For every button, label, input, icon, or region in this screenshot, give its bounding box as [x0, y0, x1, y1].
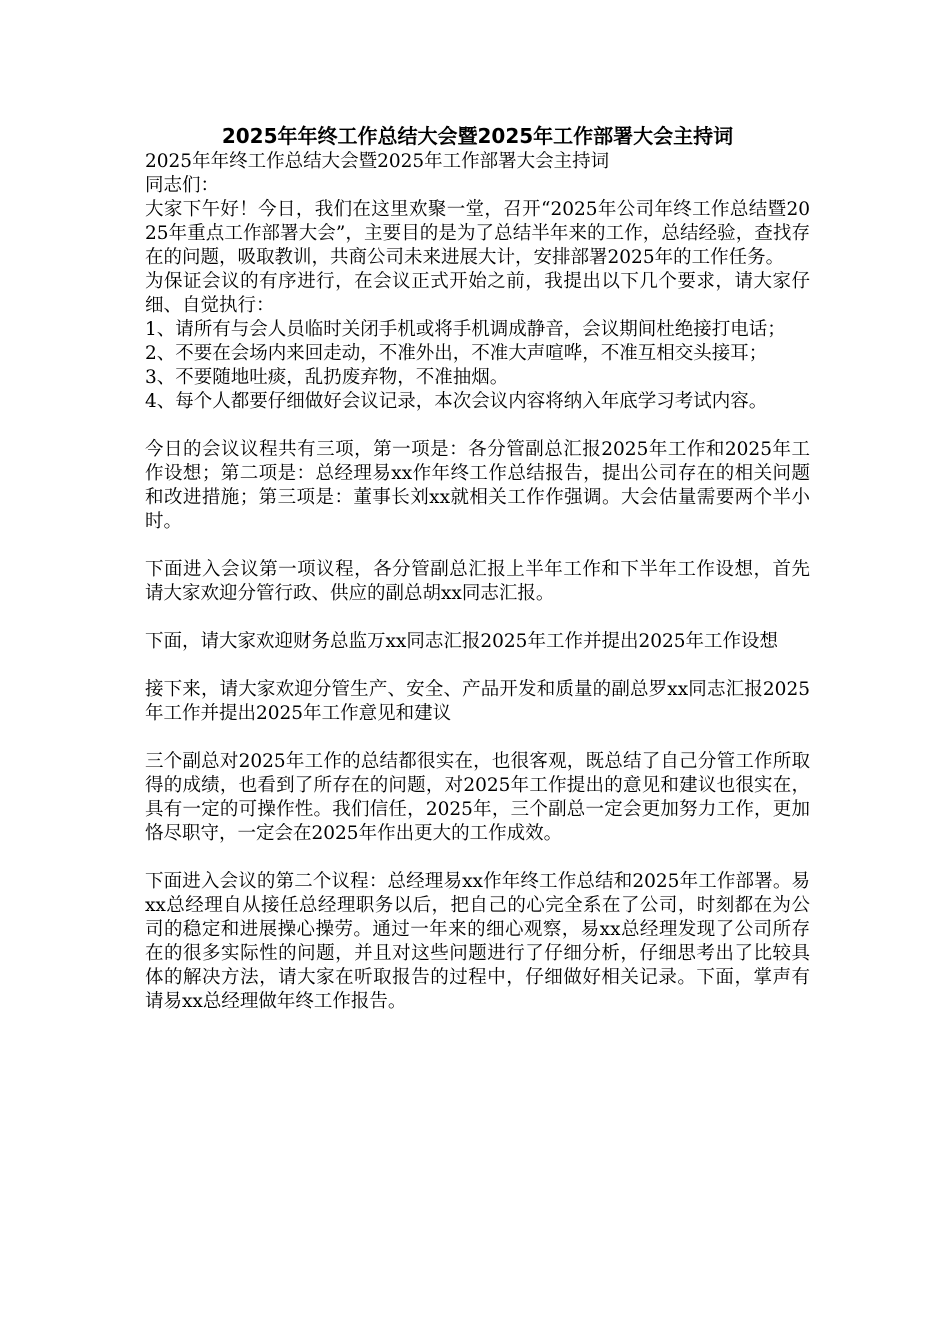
first-item-paragraph: 下面进入会议第一项议程，各分管副总汇报上半年工作和下半年工作设想，首先请大家欢迎分管行政、供应的副总胡xx同志汇报。	[145, 559, 810, 604]
paragraph-gap	[145, 654, 810, 678]
paragraph-gap	[145, 534, 810, 558]
summary-comment-paragraph: 三个副总对2025年工作的总结都很实在，也很客观，既总结了自己分管工作所取得的成绩，也看到了所存在的问题，对2025年工作提出的意见和建议也很实在，具有一定的可操作性。我们信任，2025年，三个副总一定会更加努力工作，更加恪尽职守，一定会在2025年作出更大的工作成效。	[145, 751, 810, 844]
requirement-item-3: 3、不要随地吐痰，乱扔废弃物，不准抽烟。	[145, 367, 509, 388]
requirements-intro-paragraph: 为保证会议的有序进行，在会议正式开始之前，我提出以下几个要求，请大家仔细、自觉执行：	[145, 271, 810, 316]
requirement-item-1: 1、请所有与会人员临时关闭手机或将手机调成静音，会议期间杜绝接打电话；	[145, 319, 786, 340]
requirement-item-4: 4、每个人都要仔细做好会议记录，本次会议内容将纳入年底学习考试内容。	[145, 391, 768, 412]
paragraph-gap	[145, 726, 810, 750]
document-page	[145, 122, 810, 1014]
finance-report-paragraph: 下面，请大家欢迎财务总监万xx同志汇报2025年工作并提出2025年工作设想	[145, 631, 779, 652]
requirement-item-2: 2、不要在会场内来回走动，不准外出，不准大声喧哗，不准互相交头接耳；	[145, 343, 768, 364]
second-item-paragraph: 下面进入会议的第二个议程：总经理易xx作年终工作总结和2025年工作部署。易xx总经理自从接任总经理职务以后，把自己的心完全系在了公司，时刻都在为公司的稳定和进展操心操劳。通过一年来的细心观察，易xx总经理发现了公司所存在的很多实际性的问题，并且对这些问题进行了仔细分析，仔细思考出了比较具体的解决方法，请大家在听取报告的过程中，仔细做好相关记录。下面，掌声有请易xx总经理做年终工作报告。	[145, 871, 810, 1012]
paragraph-gap	[145, 414, 810, 438]
paragraph-gap	[145, 846, 810, 870]
production-report-paragraph: 接下来，请大家欢迎分管生产、安全、产品开发和质量的副总罗xx同志汇报2025年工作并提出2025年工作意见和建议	[145, 679, 810, 724]
agenda-paragraph: 今日的会议议程共有三项，第一项是：各分管副总汇报2025年工作和2025年工作设想；第二项是：总经理易xx作年终工作总结报告，提出公司存在的相关问题和改进措施；第三项是：董事长刘xx就相关工作作强调。大会估量需要两个半小时。	[145, 439, 810, 532]
opening-paragraph: 大家下午好！今日，我们在这里欢聚一堂，召开“2025年公司年终工作总结暨2025年重点工作部署大会”，主要目的是为了总结半年来的工作，总结经验，查找存在的问题，吸取教训，共商公司未来进展大计，安排部署2025年的工作任务。	[145, 199, 810, 268]
document-title: 2025年年终工作总结大会暨2025年工作部署大会主持词	[221, 124, 734, 148]
subtitle-paragraph: 2025年年终工作总结大会暨2025年工作部署大会主持词	[145, 151, 610, 172]
salutation-paragraph: 同志们：	[145, 175, 220, 196]
paragraph-gap	[145, 606, 810, 630]
